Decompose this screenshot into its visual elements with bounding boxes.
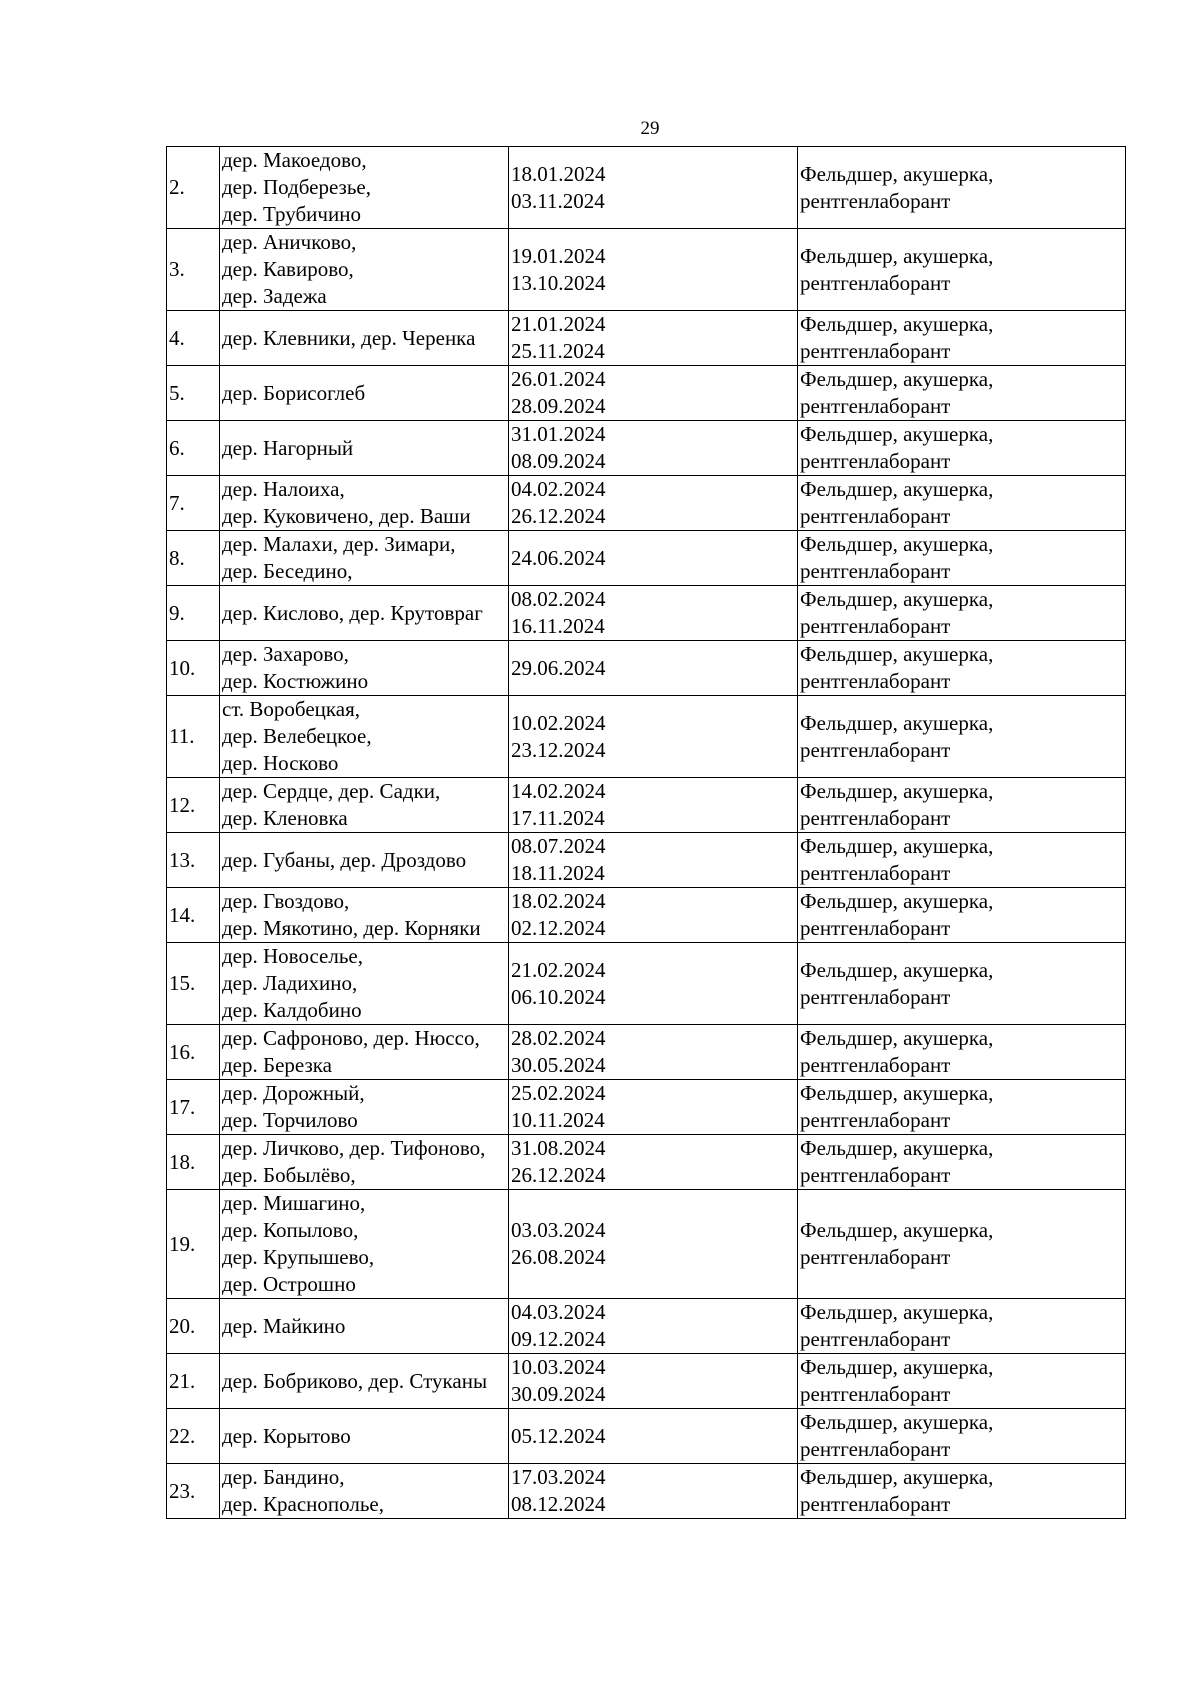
settlement-line: дер. Велебецкое, [222, 724, 372, 748]
table-row [167, 1190, 1126, 1299]
date-line: 26.12.2024 [511, 504, 606, 528]
settlement-line: дер. Сафроново, дер. Нюссо, [222, 1026, 480, 1050]
date-line: 08.02.2024 [511, 587, 606, 611]
staff-line: рентгенлаборант [800, 984, 951, 1009]
staff-line: Фельдшер, акушерка, [800, 312, 994, 336]
settlement-line: дер. Личково, дер. Тифоново, [222, 1136, 486, 1160]
table-row [167, 696, 1126, 778]
settlement-line: дер. Торчилово [222, 1108, 358, 1132]
staff-cell [798, 696, 1126, 778]
staff-line: рентгенлаборант [800, 449, 951, 473]
dates-cell [509, 476, 798, 531]
dates-cell [509, 1190, 798, 1299]
staff-cell [798, 586, 1126, 641]
settlement-line: дер. Кавирово, [222, 257, 354, 281]
dates-cell [509, 421, 798, 476]
row-number: 8. [167, 531, 220, 586]
staff-line: рентгенлаборант [800, 1108, 951, 1132]
staff-line: Фельдшер, акушерка, [800, 1026, 994, 1050]
staff-line: рентгенлаборант [800, 1053, 951, 1077]
date-line: 17.11.2024 [511, 806, 605, 830]
settlements-cell [220, 1464, 509, 1519]
table-row [167, 1080, 1126, 1135]
staff-line: Фельдшер, акушерка, [800, 1300, 994, 1324]
settlement-line: дер. Нагорный [222, 435, 354, 460]
table-row [167, 531, 1126, 586]
settlements-cell [220, 311, 509, 366]
row-number: 16. [167, 1025, 220, 1080]
settlement-line: дер. Калдобино [222, 998, 362, 1022]
row-number: 5. [167, 366, 220, 421]
staff-line: рентгенлаборант [800, 1245, 951, 1269]
dates-cell [509, 229, 798, 311]
staff-line: рентгенлаборант [800, 270, 951, 295]
settlement-line: дер. Корытово [222, 1423, 351, 1448]
settlement-line: дер. Губаны, дер. Дроздово [222, 847, 467, 872]
dates-cell [509, 1354, 798, 1409]
staff-line: Фельдшер, акушерка, [800, 710, 994, 735]
staff-line: Фельдшер, акушерка, [800, 1218, 994, 1242]
row-number: 19. [167, 1190, 220, 1299]
staff-line: рентгенлаборант [800, 1492, 951, 1516]
row-number: 3. [167, 229, 220, 311]
date-line: 23.12.2024 [511, 737, 606, 762]
settlement-line: дер. Налоиха, [222, 477, 345, 501]
settlement-line: дер. Куковичено, дер. Ваши [222, 504, 471, 528]
staff-line: рентгенлаборант [800, 1327, 951, 1351]
table-row [167, 1025, 1126, 1080]
settlements-cell [220, 888, 509, 943]
staff-cell [798, 1190, 1126, 1299]
date-line: 16.11.2024 [511, 614, 605, 638]
dates-cell [509, 1464, 798, 1519]
staff-cell [798, 421, 1126, 476]
staff-line: рентгенлаборант [800, 806, 951, 830]
staff-line: Фельдшер, акушерка, [800, 957, 994, 982]
settlements-cell [220, 476, 509, 531]
dates-cell [509, 366, 798, 421]
settlement-line: дер. Ладихино, [222, 971, 358, 995]
table-row [167, 421, 1126, 476]
schedule-rows [167, 147, 1126, 1519]
settlements-cell [220, 833, 509, 888]
date-line: 14.02.2024 [511, 779, 606, 803]
staff-line: Фельдшер, акушерка, [800, 161, 994, 186]
settlement-line: дер. Сердце, дер. Садки, [222, 779, 441, 803]
row-number: 2. [167, 147, 220, 229]
settlements-cell [220, 531, 509, 586]
settlement-line: дер. Бобылёво, [222, 1163, 356, 1187]
dates-cell [509, 1299, 798, 1354]
settlements-cell [220, 366, 509, 421]
dates-cell [509, 1080, 798, 1135]
dates-cell [509, 888, 798, 943]
table-row [167, 586, 1126, 641]
staff-line: Фельдшер, акушерка, [800, 477, 994, 501]
dates-cell [509, 833, 798, 888]
settlement-line: дер. Кислово, дер. Крутовраг [222, 600, 483, 625]
settlement-line: дер. Малахи, дер. Зимари, [222, 532, 456, 556]
settlements-cell [220, 641, 509, 696]
date-line: 31.01.2024 [511, 422, 606, 446]
row-number: 18. [167, 1135, 220, 1190]
settlement-line: дер. Бобриково, дер. Стуканы [222, 1368, 488, 1393]
date-line: 08.12.2024 [511, 1492, 606, 1516]
date-line: 29.06.2024 [511, 655, 606, 680]
date-line: 10.11.2024 [511, 1108, 605, 1132]
settlements-cell [220, 1025, 509, 1080]
staff-line: рентгенлаборант [800, 861, 951, 885]
date-line: 18.01.2024 [511, 161, 606, 186]
staff-cell [798, 476, 1126, 531]
dates-cell [509, 696, 798, 778]
staff-cell [798, 147, 1126, 229]
staff-line: Фельдшер, акушерка, [800, 532, 994, 556]
date-line: 04.03.2024 [511, 1300, 606, 1324]
date-line: 10.02.2024 [511, 710, 606, 735]
staff-line: рентгенлаборант [800, 504, 951, 528]
date-line: 18.02.2024 [511, 889, 606, 913]
staff-cell [798, 366, 1126, 421]
staff-cell [798, 1354, 1126, 1409]
dates-cell [509, 531, 798, 586]
staff-line: Фельдшер, акушерка, [800, 367, 994, 391]
settlement-line: дер. Краснополье, [222, 1492, 384, 1516]
table-row [167, 1354, 1126, 1409]
dates-cell [509, 586, 798, 641]
date-line: 02.12.2024 [511, 916, 606, 940]
staff-cell [798, 778, 1126, 833]
staff-cell [798, 833, 1126, 888]
date-line: 17.03.2024 [511, 1465, 606, 1489]
settlement-line: ст. Воробецкая, [222, 697, 361, 721]
date-line: 19.01.2024 [511, 243, 606, 268]
date-line: 25.02.2024 [511, 1081, 606, 1105]
table-row [167, 311, 1126, 366]
settlement-line: дер. Захарово, [222, 642, 349, 666]
dates-cell [509, 147, 798, 229]
staff-line: Фельдшер, акушерка, [800, 1410, 994, 1434]
date-line: 28.09.2024 [511, 394, 606, 418]
row-number: 12. [167, 778, 220, 833]
staff-line: рентгенлаборант [800, 188, 951, 213]
staff-line: Фельдшер, акушерка, [800, 1136, 994, 1160]
table-row [167, 229, 1126, 311]
table-row [167, 1464, 1126, 1519]
schedule-table [166, 146, 1126, 1519]
date-line: 28.02.2024 [511, 1026, 606, 1050]
staff-line: рентгенлаборант [800, 1437, 951, 1461]
settlement-line: дер. Макоедово, [222, 148, 367, 172]
staff-line: Фельдшер, акушерка, [800, 889, 994, 913]
settlement-line: дер. Острошно [222, 1272, 356, 1296]
date-line: 21.01.2024 [511, 312, 606, 336]
date-line: 30.09.2024 [511, 1382, 606, 1406]
row-number: 11. [167, 696, 220, 778]
date-line: 08.09.2024 [511, 449, 606, 473]
settlement-line: дер. Дорожный, [222, 1081, 365, 1105]
staff-line: рентгенлаборант [800, 559, 951, 583]
table-row [167, 943, 1126, 1025]
staff-line: рентгенлаборант [800, 1382, 951, 1406]
table-row [167, 778, 1126, 833]
date-line: 25.11.2024 [511, 339, 605, 363]
staff-cell [798, 888, 1126, 943]
date-line: 30.05.2024 [511, 1053, 606, 1077]
staff-cell [798, 1409, 1126, 1464]
staff-line: рентгенлаборант [800, 394, 951, 418]
table-row [167, 1299, 1126, 1354]
staff-line: рентгенлаборант [800, 669, 951, 693]
dates-cell [509, 1025, 798, 1080]
settlement-line: дер. Гвоздово, [222, 889, 350, 913]
staff-cell [798, 1025, 1126, 1080]
row-number: 22. [167, 1409, 220, 1464]
table-row [167, 1135, 1126, 1190]
settlements-cell [220, 1135, 509, 1190]
staff-cell [798, 641, 1126, 696]
date-line: 26.01.2024 [511, 367, 606, 391]
table-row [167, 833, 1126, 888]
date-line: 13.10.2024 [511, 270, 606, 295]
dates-cell [509, 1409, 798, 1464]
settlements-cell [220, 1190, 509, 1299]
staff-cell [798, 1464, 1126, 1519]
staff-cell [798, 943, 1126, 1025]
staff-line: Фельдшер, акушерка, [800, 243, 994, 268]
settlement-line: дер. Майкино [222, 1313, 346, 1338]
table-row [167, 888, 1126, 943]
date-line: 09.12.2024 [511, 1327, 606, 1351]
date-line: 21.02.2024 [511, 957, 606, 982]
settlement-line: дер. Новоселье, [222, 944, 363, 968]
row-number: 7. [167, 476, 220, 531]
dates-cell [509, 641, 798, 696]
staff-cell [798, 311, 1126, 366]
table-row [167, 366, 1126, 421]
staff-line: Фельдшер, акушерка, [800, 587, 994, 611]
table-row [167, 641, 1126, 696]
row-number: 20. [167, 1299, 220, 1354]
settlement-line: дер. Мякотино, дер. Корняки [222, 916, 481, 940]
table-row [167, 1409, 1126, 1464]
settlements-cell [220, 1080, 509, 1135]
date-line: 26.12.2024 [511, 1163, 606, 1187]
table-row [167, 476, 1126, 531]
row-number: 9. [167, 586, 220, 641]
staff-line: рентгенлаборант [800, 1163, 951, 1187]
date-line: 04.02.2024 [511, 477, 606, 501]
date-line: 31.08.2024 [511, 1136, 606, 1160]
row-number: 23. [167, 1464, 220, 1519]
row-number: 13. [167, 833, 220, 888]
staff-cell [798, 1299, 1126, 1354]
dates-cell [509, 311, 798, 366]
dates-cell [509, 778, 798, 833]
staff-cell [798, 1135, 1126, 1190]
settlement-line: дер. Носково [222, 751, 339, 775]
staff-line: Фельдшер, акушерка, [800, 779, 994, 803]
settlement-line: дер. Клевники, дер. Черенка [222, 325, 476, 350]
staff-line: рентгенлаборант [800, 339, 951, 363]
row-number: 17. [167, 1080, 220, 1135]
settlements-cell [220, 1354, 509, 1409]
row-number: 4. [167, 311, 220, 366]
dates-cell [509, 1135, 798, 1190]
settlements-cell [220, 778, 509, 833]
staff-line: рентгенлаборант [800, 737, 951, 762]
staff-cell [798, 531, 1126, 586]
settlement-line: дер. Крупышево, [222, 1245, 375, 1269]
date-line: 26.08.2024 [511, 1245, 606, 1269]
row-number: 6. [167, 421, 220, 476]
settlement-line: дер. Кленовка [222, 806, 348, 830]
date-line: 08.07.2024 [511, 834, 606, 858]
date-line: 03.11.2024 [511, 188, 605, 213]
table-row [167, 147, 1126, 229]
staff-cell [798, 229, 1126, 311]
settlements-cell [220, 1409, 509, 1464]
row-number: 21. [167, 1354, 220, 1409]
settlement-line: дер. Костюжино [222, 669, 369, 693]
settlement-line: дер. Березка [222, 1053, 332, 1077]
settlements-cell [220, 586, 509, 641]
settlement-line: дер. Мишагино, [222, 1191, 366, 1215]
settlement-line: дер. Задежа [222, 284, 327, 308]
settlements-cell [220, 1299, 509, 1354]
settlements-cell [220, 229, 509, 311]
row-number: 14. [167, 888, 220, 943]
staff-line: рентгенлаборант [800, 916, 951, 940]
settlement-line: дер. Аничково, [222, 230, 357, 254]
date-line: 05.12.2024 [511, 1423, 606, 1448]
settlement-line: дер. Копылово, [222, 1218, 359, 1242]
date-line: 24.06.2024 [511, 545, 606, 570]
date-line: 10.03.2024 [511, 1355, 606, 1379]
settlement-line: дер. Подберезье, [222, 175, 371, 199]
dates-cell [509, 943, 798, 1025]
date-line: 06.10.2024 [511, 984, 606, 1009]
staff-line: Фельдшер, акушерка, [800, 834, 994, 858]
staff-line: Фельдшер, акушерка, [800, 422, 994, 446]
settlement-line: дер. Трубичино [222, 202, 361, 226]
settlement-line: дер. Беседино, [222, 559, 353, 583]
page-number: 29 [640, 118, 660, 139]
settlement-line: дер. Бандино, [222, 1465, 345, 1489]
staff-line: Фельдшер, акушерка, [800, 642, 994, 666]
staff-line: Фельдшер, акушерка, [800, 1081, 994, 1105]
date-line: 03.03.2024 [511, 1218, 606, 1242]
staff-line: Фельдшер, акушерка, [800, 1465, 994, 1489]
settlements-cell [220, 696, 509, 778]
settlements-cell [220, 943, 509, 1025]
row-number: 10. [167, 641, 220, 696]
date-line: 18.11.2024 [511, 861, 605, 885]
staff-line: рентгенлаборант [800, 614, 951, 638]
staff-line: Фельдшер, акушерка, [800, 1355, 994, 1379]
settlement-line: дер. Борисоглеб [222, 380, 366, 405]
staff-cell [798, 1080, 1126, 1135]
row-number: 15. [167, 943, 220, 1025]
settlements-cell [220, 147, 509, 229]
settlements-cell [220, 421, 509, 476]
